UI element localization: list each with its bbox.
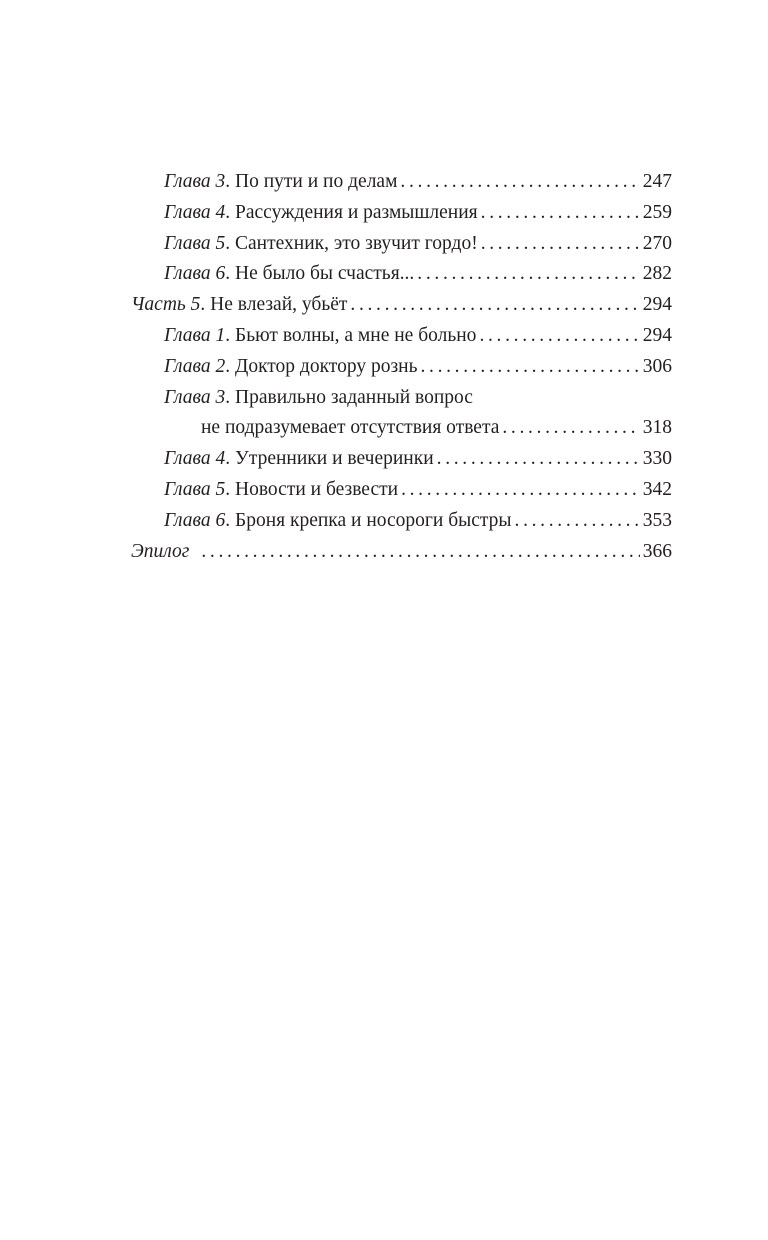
toc-entry-page: 306 [642, 355, 672, 377]
toc-entry-kind: Часть 5 [131, 294, 201, 316]
toc-entry [131, 229, 672, 260]
toc-entry-title: . Новости и безвести [225, 478, 399, 500]
toc-entry-label [164, 506, 512, 537]
toc-entry-title: . Правильно заданный вопрос [225, 386, 473, 408]
toc-entry-label [164, 259, 414, 290]
toc-leader-dots [479, 321, 639, 352]
toc-entry-label [164, 198, 478, 229]
toc-entry [131, 475, 672, 506]
toc-entry [131, 167, 672, 198]
toc-entry-label [131, 537, 189, 568]
toc-entry-continuation [164, 413, 672, 444]
toc-entry [131, 259, 672, 290]
toc-entry-page: 259 [642, 201, 672, 223]
toc-part-entry [131, 290, 672, 321]
toc-entry-page: 342 [642, 478, 672, 500]
toc-entry-label [164, 444, 434, 475]
toc-entry-page: 270 [642, 232, 672, 254]
toc-leader-dots [515, 506, 640, 537]
toc-entry-label [131, 290, 347, 321]
toc-entry-page: 366 [642, 540, 672, 562]
toc-entry-kind: Глава 2 [164, 355, 226, 377]
toc-entry-label [164, 475, 398, 506]
toc-entry-title: . По пути и по делам [225, 171, 398, 192]
toc-entry-title: . Сантехник, это звучит гордо! [225, 232, 478, 254]
toc-entry-title: . Бьют волны, а мне не больно [225, 324, 477, 346]
toc-entry [131, 198, 672, 229]
toc-entry [131, 321, 672, 352]
toc-leader-dots [401, 475, 640, 506]
toc-entry-page: 353 [642, 509, 672, 531]
toc-entry-page: 318 [642, 417, 672, 439]
toc-entry-page: 294 [642, 324, 672, 346]
toc-leader-dots [417, 259, 639, 290]
toc-entry [131, 352, 672, 383]
toc-leader-dots [400, 167, 639, 198]
toc-entry-title: . Не было бы счастья... [225, 263, 415, 285]
toc-entry-page: 247 [642, 171, 672, 192]
toc-leader-dots [437, 444, 640, 475]
toc-entry-kind: Эпилог [131, 540, 190, 562]
toc-entry-kind: Глава 1 [164, 324, 226, 346]
toc-entry [131, 444, 672, 475]
toc-entry [131, 506, 672, 537]
toc-entry-label [164, 352, 417, 383]
toc-entry-title: . Броня крепка и носороги быстры [225, 509, 512, 531]
toc-entry-label [164, 167, 397, 198]
toc-epilogue-entry [131, 537, 672, 568]
toc-entry-label [164, 383, 672, 414]
toc-entry-kind: Глава 6 [164, 263, 226, 285]
toc-entry-title-line2: не подразумевает отсутствия ответа [201, 417, 500, 439]
toc-entry-page: 330 [642, 448, 672, 470]
toc-entry-kind: Глава 5 [164, 478, 226, 500]
toc-leader-dots [481, 229, 640, 260]
toc-entry-title: . Рассуждения и размышления [225, 201, 478, 223]
toc-leader-dots [201, 537, 639, 568]
toc-entry-label [164, 321, 476, 352]
toc-leader-dots [350, 290, 639, 321]
toc-entry-kind: Глава 5 [164, 232, 226, 254]
toc-entry-kind: Глава 3 [164, 171, 226, 192]
toc-entry-multiline [131, 383, 672, 445]
toc-entry-kind: Глава 6 [164, 509, 226, 531]
toc-entry-label [164, 229, 478, 260]
toc-entry-kind: Глава 3 [164, 386, 226, 408]
toc-entry-title: . Утренники и вечеринки [225, 448, 434, 470]
toc-leader-dots [502, 413, 639, 444]
toc-leader-dots [420, 352, 639, 383]
toc-entry-kind: Глава 4 [164, 201, 226, 223]
toc-entry-page: 294 [642, 294, 672, 316]
toc-entry-kind: Глава 4 [164, 448, 226, 470]
toc-entry-page: 282 [642, 263, 672, 285]
toc-leader-dots [481, 198, 640, 229]
toc-entry-title: . Доктор доктору рознь [225, 355, 418, 377]
table-of-contents [131, 167, 672, 567]
toc-entry-title: . Не влезай, убьёт [200, 294, 348, 316]
